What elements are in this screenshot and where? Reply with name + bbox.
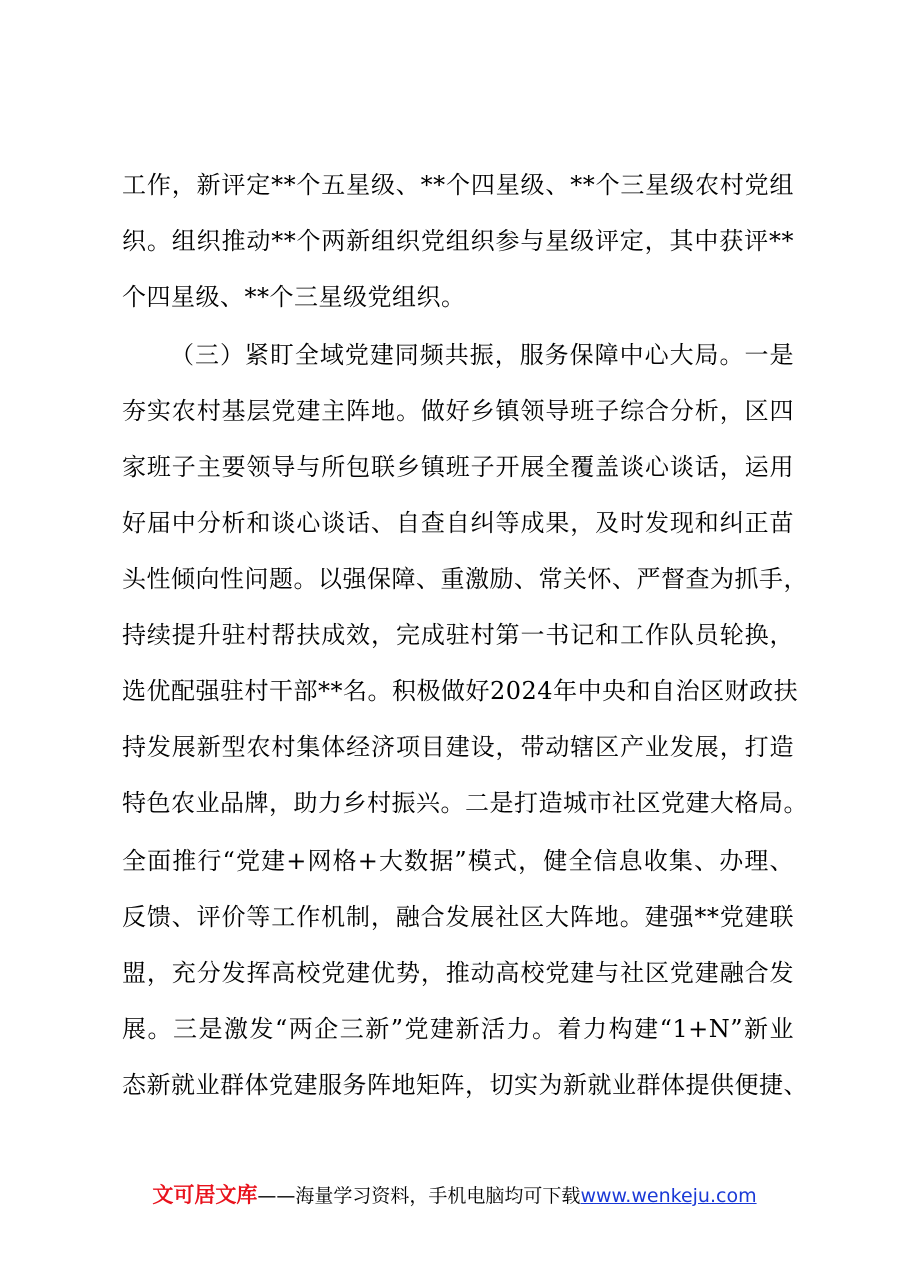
footer-banner	[0, 1180, 909, 1211]
body-line-14: 反馈、评价等工作机制，融合发展社区大阵地。建强**党建联	[122, 903, 794, 931]
body-line-17: 态新就业群体党建服务阵地矩阵，切实为新就业群体提供便捷、	[122, 1071, 808, 1099]
body-line-5: 夯实农村基层党建主阵地。做好乡镇领导班子综合分析，区四	[122, 397, 794, 425]
body-line-1: 工作，新评定**个五星级、**个四星级、**个三星级农村党组	[122, 171, 794, 199]
body-line-15: 盟，充分发挥高校党建优势，推动高校党建与社区党建融合发	[122, 959, 794, 987]
body-line-11: 持发展新型农村集体经济项目建设，带动辖区产业发展，打造	[122, 733, 794, 761]
body-line-7: 好届中分析和谈心谈话、自查自纠等成果，及时发现和纠正苗	[122, 509, 794, 537]
body-line-9: 持续提升驻村帮扶成效，完成驻村第一书记和工作队员轮换，	[122, 621, 794, 649]
body-line-3: 个四星级、**个三星级党组织。	[122, 283, 466, 311]
body-line-13: 全面推行“党建+网格+大数据”模式，健全信息收集、办理、	[122, 847, 794, 875]
body-line-10: 选优配强驻村干部**名。积极做好2024年中央和自治区财政扶	[122, 677, 799, 705]
footer-url-link[interactable]: www.wenkeju.com	[580, 1185, 757, 1207]
body-line-2: 织。组织推动**个两新组织党组织参与星级评定，其中获评**	[122, 227, 794, 255]
footer-brand: 文可居文库	[152, 1183, 258, 1207]
section-heading-line: （三）紧盯全域党建同频共振，服务保障中心大局。一是	[170, 341, 794, 369]
footer-slogan: ——海量学习资料，手机电脑均可下载	[257, 1185, 581, 1207]
body-line-16: 展。三是激发“两企三新”党建新活力。着力构建“1+N”新业	[122, 1015, 794, 1043]
body-line-6: 家班子主要领导与所包联乡镇班子开展全覆盖谈心谈话，运用	[122, 453, 794, 481]
body-line-12: 特色农业品牌，助力乡村振兴。二是打造城市社区党建大格局。	[122, 789, 808, 817]
body-line-8: 头性倾向性问题。以强保障、重激励、常关怀、严督查为抓手，	[122, 565, 808, 593]
